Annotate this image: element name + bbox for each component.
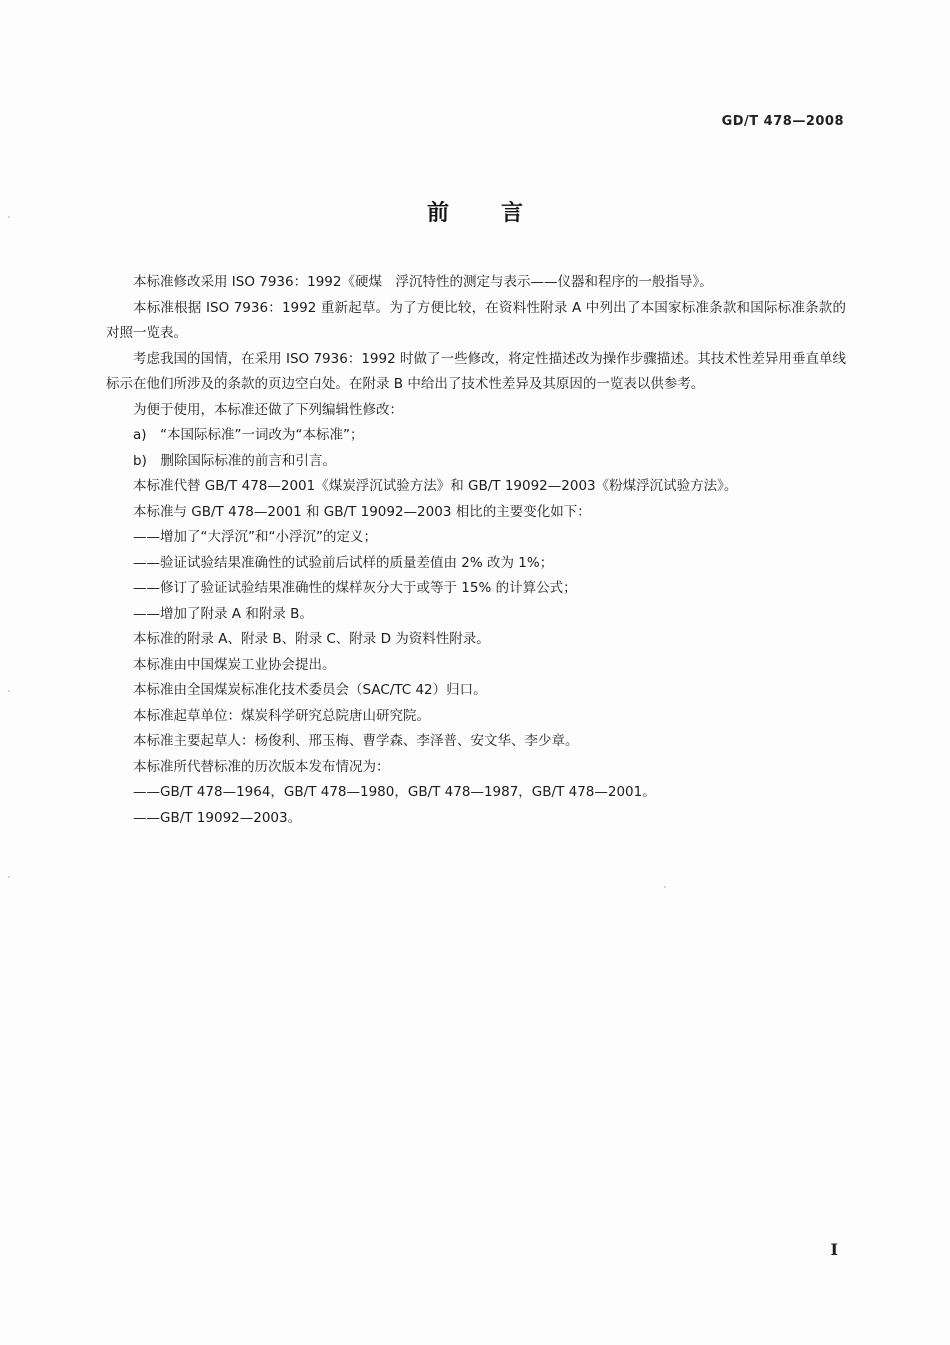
paragraph: 考虑我国的国情，在采用 ISO 7936：1992 时做了一些修改，将定性描述改为操作步骤描述。其技术性差异用垂直单线标示在他们所涉及的条款的页边空白处。在附录 B 中给出了技术性差异及其原因的一览表以供参考。 (106, 350, 846, 392)
foreword-body (106, 270, 846, 831)
paragraph: 本标准根据 ISO 7936：1992 重新起草。为了方便比较，在资料性附录 A 中列出了本国家标准条款和国际标准条款的对照一览表。 (106, 299, 846, 341)
dash-list-item: ——GB/T 478—1964，GB/T 478—1980，GB/T 478—1987，GB/T 478—2001。 (133, 784, 656, 800)
dash-list-item: ——增加了附录 A 和附录 B。 (133, 605, 313, 622)
scan-speck (8, 216, 10, 218)
standard-code: GD/T 478—2008 (721, 114, 844, 129)
paragraph: 本标准所代替标准的历次版本发布情况为： (133, 758, 390, 775)
paragraph: 为便于使用，本标准还做了下列编辑性修改： (133, 401, 403, 418)
list-item: a) “本国际标准”一词改为“本标准”； (133, 427, 364, 443)
dash-list-item: ——修订了验证试验结果准确性的煤样灰分大于或等于 15% 的计算公式； (133, 580, 577, 596)
page-title: 前言 (426, 201, 575, 226)
scan-speck (8, 876, 10, 878)
paragraph: 本标准代替 GB/T 478—2001《煤炭浮沉试验方法》和 GB/T 19092—2003《粉煤浮沉试验方法》。 (133, 478, 738, 494)
dash-list-item: ——验证试验结果准确性的试验前后试样的质量差值由 2% 改为 1%； (133, 554, 554, 571)
paragraph: 本标准主要起草人：杨俊利、邢玉梅、曹学森、李泽普、安文华、李少章。 (133, 733, 579, 749)
paragraph: 本标准修改采用 ISO 7936：1992《硬煤 浮沉特性的测定与表示——仪器和程序的一般指导》。 (133, 274, 713, 290)
paragraph: 本标准的附录 A、附录 B、附录 C、附录 D 为资料性附录。 (133, 631, 490, 647)
page-number: I (830, 1240, 838, 1259)
scan-speck (8, 690, 10, 692)
dash-list-item: ——增加了“大浮沉”和“小浮沉”的定义； (133, 529, 377, 545)
paragraph: 本标准与 GB/T 478—2001 和 GB/T 19092—2003 相比的主要变化如下： (133, 503, 591, 520)
scan-speck (664, 886, 666, 888)
paragraph: 本标准起草单位：煤炭科学研究总院唐山研究院。 (133, 707, 430, 724)
paragraph: 本标准由中国煤炭工业协会提出。 (133, 656, 336, 673)
paragraph: 本标准由全国煤炭标准化技术委员会（SAC/TC 42）归口。 (133, 682, 487, 698)
dash-list-item: ——GB/T 19092—2003。 (133, 809, 302, 826)
list-item: b) 删除国际标准的前言和引言。 (133, 452, 336, 469)
